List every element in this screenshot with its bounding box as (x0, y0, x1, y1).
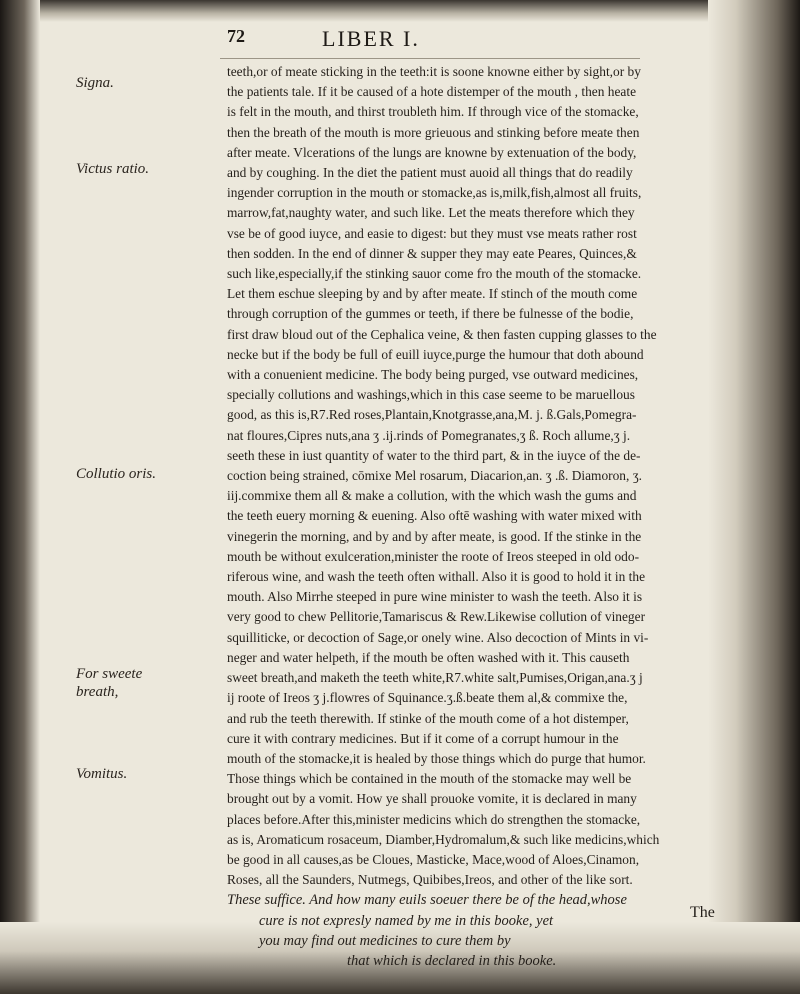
closing-line: These suffice. And how many euils soeuer there be of the head,whose (227, 892, 627, 909)
margin-note-for-sweete: For sweete (76, 666, 143, 682)
text-line: riferous wine, and wash the teeth often withall. Also it is good to hold it in the (227, 569, 646, 585)
text-line: nat floures,Cipres nuts,ana ʒ .ij.rinds of Pomegranates,ʒ ß. Roch allume,ʒ j. (227, 427, 631, 443)
text-line: vse be of good iuyce, and easie to digest: but they must vse meats rather rost (227, 225, 637, 241)
text-line: the teeth euery morning & euening. Also oftē washing with water mixed with (227, 508, 642, 524)
closing-line: that which is declared in this booke. (347, 952, 557, 969)
book-gutter (708, 0, 800, 994)
margin-note-collutio-oris: Collutio oris. (76, 466, 157, 482)
text-line: Let them eschue sleeping by and by after meate. If stinch of the mouth come (227, 286, 638, 302)
text-line: then sodden. In the end of dinner & supper they may eate Peares, Quinces,& (227, 245, 637, 261)
text-line: the patients tale. If it be caused of a hote distemper of the mouth , then heate (227, 84, 637, 100)
page-top-shadow (0, 0, 800, 22)
margin-note-signa: Signa. (76, 75, 114, 91)
text-line: brought out by a vomit. How ye shall prouoke vomite, it is declared in many (227, 791, 637, 807)
text-line: be good in all causes,as be Cloues, Masticke, Mace,wood of Aloes,Cinamon, (227, 851, 640, 867)
text-line: after meate. Vlcerations of the lungs are knowne by extenuation of the body, (227, 144, 637, 160)
margin-note-breath: breath, (76, 684, 119, 700)
text-line: through corruption of the gummes or teeth, if there be fulnesse of the bodie, (227, 306, 634, 322)
text-line: mouth of the stomacke,it is healed by those things which do purge that humor. (227, 750, 646, 766)
body-text (227, 62, 719, 971)
margin-note-vomitus: Vomitus. (76, 766, 128, 782)
text-line: Roses, all the Saunders, Nutmegs, Quibibes,Ireos, and other of the like sort. (227, 872, 633, 888)
text-line: sweet breath,and maketh the teeth white,R7.white salt,Pumises,Origan,ana.ʒ j (227, 670, 643, 686)
text-line: then the breath of the mouth is more grieuous and stinking before meate then (227, 124, 640, 140)
text-line: places before.After this,minister medicins which do strengthen the stomacke, (227, 811, 641, 827)
text-line: good, as this is,R7.Red roses,Plantain,Knotgrasse,ana,M. j. ß.Gals,Pomegra- (227, 407, 637, 423)
text-line: and rub the teeth therewith. If stinke of the mouth come of a hot distemper, (227, 710, 629, 726)
text-line: ingender corruption in the mouth or stomacke,as is,milk,fish,almost all fruits, (227, 185, 642, 201)
text-line: neger and water helpeth, if the mouth be often washed with it. This causeth (227, 649, 630, 665)
text-line: and by coughing. In the diet the patient must auoid all things that do readily (227, 165, 633, 181)
text-line: first draw bloud out of the Cephalica veine, & then fasten cupping glasses to the (227, 326, 657, 342)
text-line: vinegerin the morning, and by and by after meate, is good. If the stinke in the (227, 528, 642, 544)
text-line: as is, Aromaticum rosaceum, Diamber,Hydromalum,& such like medicins,which (227, 831, 660, 847)
text-line: Those things which be contained in the mouth of the stomacke may well be (227, 771, 632, 787)
text-line: cure it with contrary medicines. But if it come of a corrupt humour in the (227, 730, 619, 746)
margin-note-victus-ratio: Victus ratio. (76, 161, 150, 177)
text-line: coction being strained, cōmixe Mel rosarum, Diacarion,an. ʒ .ß. Diamoron, ʒ. (227, 468, 642, 484)
running-head (0, 26, 800, 56)
text-line: necke but if the body be full of euill iuyce,purge the humour that doth abound (227, 346, 644, 362)
closing-line: cure is not expresly named by me in this booke, yet (259, 912, 554, 929)
text-line: ij roote of Ireos ʒ j.flowres of Squinance.ʒ.ß.beate them al,& commixe the, (227, 690, 628, 706)
text-line: is felt in the mouth, and thirst troubleth him. If through vice of the stomacke, (227, 104, 639, 120)
text-line: teeth,or of meate sticking in the teeth:it is soone knowne either by sight,or by (227, 64, 641, 79)
text-line: specially collutions and washings,which in this case seeme to be maruellous (227, 387, 635, 403)
text-line: very good to chew Pellitorie,Tamariscus & Rew.Likewise collution of vineger (227, 609, 646, 625)
text-line: mouth be without exulceration,minister the roote of Ireos steeped in old odo- (227, 548, 640, 564)
text-line: such like,especially,if the stinking sauor come fro the mouth of the stomacke. (227, 266, 642, 282)
text-line: marrow,fat,naughty water, and such like. Let the meats therefore which they (227, 205, 635, 221)
closing-line: you may find out medicines to cure them by (259, 932, 511, 949)
left-page-edge (0, 0, 40, 994)
text-line: seeth these in iust quantity of water to the third part, & in the iuyce of the de- (227, 447, 641, 463)
text-line: iij.commixe them all & make a collution, with the which wash the gums and (227, 488, 637, 504)
page-number: 72 (227, 26, 245, 46)
header-rule (220, 58, 640, 59)
text-line: with a conuenient medicine. The body being purged, vse outward medicines, (227, 367, 639, 383)
text-line: mouth. Also Mirrhe steeped in pure wine minister to wash the teeth. Also it is (227, 589, 643, 605)
catchword: The (690, 904, 715, 921)
running-title: LIBER I. (322, 26, 420, 51)
text-line: squilliticke, or decoction of Sage,or onely wine. Also decoction of Mints in vi- (227, 629, 649, 645)
